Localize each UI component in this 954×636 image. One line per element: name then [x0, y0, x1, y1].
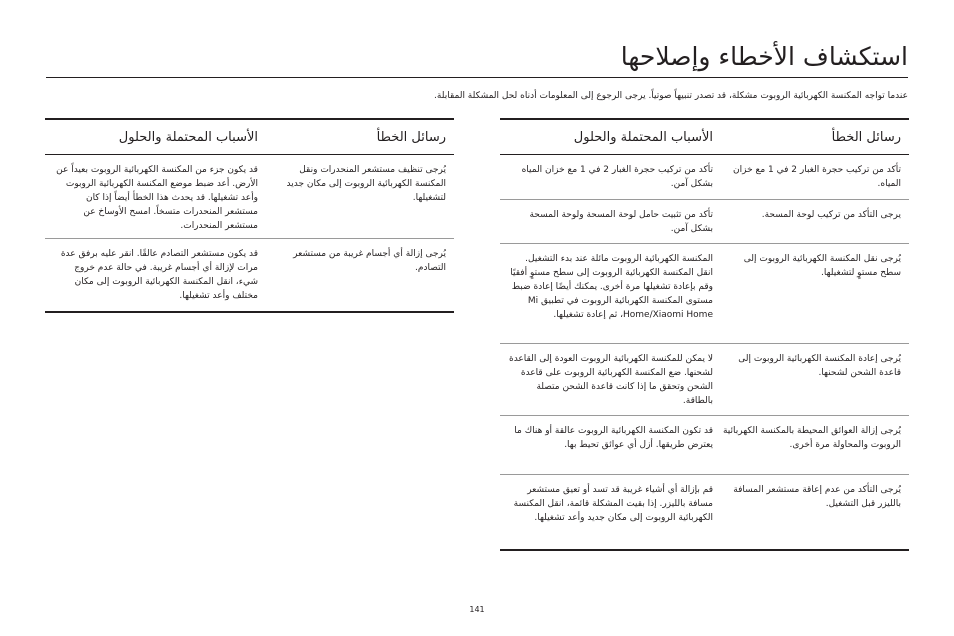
header-causes-solutions: الأسباب المحتملة والحلول: [118, 129, 258, 145]
solution-cell: قم بإزالة أي أشياء غريبة قد تسد أو تعيق مستشعر مسافة بالليزر. إذا بقيت المشكلة قائمة، انقل المكنسة الكهربائية الروبوت إلى مكان جديد وأعد تشغيلها.: [513, 485, 713, 523]
header-causes-solutions: الأسباب المحتملة والحلول: [573, 129, 713, 145]
table-row: [500, 155, 909, 200]
page-title: استكشاف الأخطاء وإصلاحها: [620, 42, 908, 71]
troubleshooting-table-right: [500, 118, 909, 551]
title-divider: [46, 77, 908, 78]
solution-cell: المكنسة الكهربائية الروبوت مائلة عند بدء التشغيل. انقل المكنسة الكهربائية الروبوت إلى سطح مستوٍ أفقيًا وقم بإعادة تشغيلها مرة أخرى. يمكنك أيضًا إعادة ضبط مستوى المكنسة الكهربائية الروبوت في تطبيق Mi Home/Xiaomi Home، ثم إعادة تشغيلها.: [510, 254, 713, 320]
table-row: [500, 200, 909, 244]
intro-paragraph: عندما تواجه المكنسة الكهربائية الروبوت مشكلة، قد تصدر تنبيهاً صوتياً. يرجى الرجوع إلى المعلومات أدناه لحل المشكلة المقابلة.: [434, 91, 908, 101]
error-cell: تأكد من تركيب حجرة الغبار 2 في 1 مع خزان المياه.: [733, 165, 901, 189]
table-row: [45, 239, 454, 311]
error-cell: يرجى التأكد من تركيب لوحة المسحة.: [761, 210, 901, 220]
error-cell: يُرجى إعادة المكنسة الكهربائية الروبوت إلى قاعدة الشحن لشحنها.: [738, 354, 901, 378]
solution-cell: لا يمكن للمكنسة الكهربائية الروبوت العودة إلى القاعدة لشحنها. ضع المكنسة الكهربائية الروبوت على قاعدة الشحن وتحقق ما إذا كانت قاعدة الشحن متصلة بالطاقة.: [508, 354, 713, 406]
error-cell: يُرجى تنظيف مستشعر المنحدرات ونقل المكنسة الكهربائية الروبوت إلى مكان جديد لتشغيلها.: [286, 165, 446, 203]
table-header: [45, 120, 454, 155]
error-cell: يُرجى إزالة أي أجسام غريبة من مستشعر التصادم.: [293, 249, 446, 273]
table-row: [500, 244, 909, 344]
table-row: [500, 344, 909, 416]
table-row: [45, 155, 454, 239]
solution-cell: تأكد من تركيب حجرة الغبار 2 في 1 مع خزان المياه بشكل آمن.: [521, 165, 713, 189]
table-row: [500, 416, 909, 475]
page-number: 141: [469, 605, 485, 614]
solution-cell: قد يكون جزء من المكنسة الكهربائية الروبوت بعيداً عن الأرض. أعد ضبط موضع المكنسة الكهربائية الروبوت وأعد تشغيلها. قد يحدث هذا الخطأ أيضاً إذا كان مستشعر المنحدرات متسخاً. امسح الأوساخ عن مستشعر المنحدرات.: [56, 165, 258, 231]
solution-cell: قد يكون مستشعر التصادم عالقًا. انقر عليه برفق عدة مرات لإزالة أي أجسام غريبة. في حالة عدم خروج شيء، انقل المكنسة الكهربائية الروبوت إلى مكان مختلف وأعد تشغيلها.: [60, 249, 258, 301]
table-row: [500, 475, 909, 549]
header-error-messages: رسائل الخطأ: [831, 129, 901, 145]
error-cell: يُرجى إزالة العوائق المحيطة بالمكنسة الكهربائية الروبوت والمحاولة مرة أخرى.: [722, 426, 901, 450]
solution-cell: قد تكون المكنسة الكهربائية الروبوت عالقة أو هناك ما يعترض طريقها. أزل أي عوائق تحيط بها.: [514, 426, 713, 450]
solution-cell: تأكد من تثبيت حامل لوحة المسحة ولوحة المسحة بشكل آمن.: [529, 210, 713, 234]
error-cell: يُرجى نقل المكنسة الكهربائية الروبوت إلى سطح مستوٍ لتشغيلها.: [743, 254, 901, 278]
troubleshooting-table-left: [45, 118, 454, 313]
error-cell: يُرجى التأكد من عدم إعاقة مستشعر المسافة بالليزر قبل التشغيل.: [733, 485, 901, 509]
header-error-messages: رسائل الخطأ: [376, 129, 446, 145]
table-header: [500, 120, 909, 155]
